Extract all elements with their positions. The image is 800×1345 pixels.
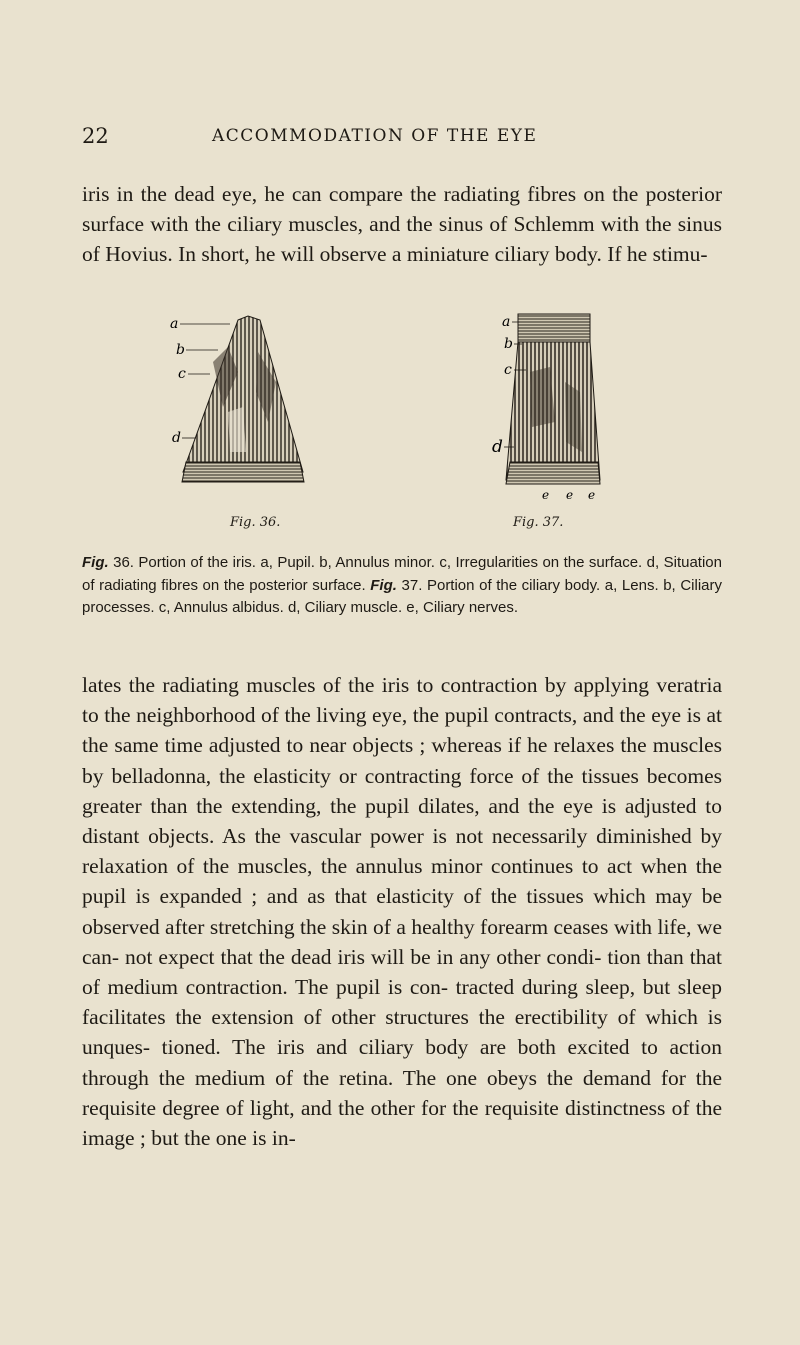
- figure-caption: [82, 552, 722, 620]
- page-number: 22: [82, 124, 109, 148]
- figure-37-number: Fig. 37.: [513, 515, 564, 530]
- fig36-label-b: b: [176, 342, 185, 358]
- fig36-label-c: c: [178, 366, 186, 382]
- page-header: [82, 124, 722, 154]
- caption-fig36-text: 36. Portion of the iris. a, Pupil. b, Annulus minor. c, Irregularities on the surface. d, Situation of radiating fibres on the posterior surface.: [82, 554, 722, 594]
- figure-36-illustration: [168, 312, 328, 492]
- fig36-label-d: d: [172, 430, 181, 446]
- fig37-label-b: b: [504, 336, 513, 352]
- figure-36-number: Fig. 36.: [230, 515, 281, 530]
- paragraph-top: iris in the dead eye, he can compare the radiating fibres on the posterior surface with the ciliary muscles, and the sinus of Schlemm with the sinus of Hovius. In short, he will observe a miniature ciliary body. If he stimu-: [82, 182, 722, 267]
- fig37-label-d: d: [492, 437, 503, 457]
- fig37-label-a: a: [502, 314, 511, 330]
- fig37-label-e3: e: [588, 488, 596, 502]
- caption-fig37-lead: Fig.: [370, 576, 397, 594]
- caption-fig36-lead: Fig.: [82, 554, 109, 571]
- running-head: ACCOMMODATION OF THE EYE: [212, 126, 538, 146]
- paragraph-bottom: lates the radiating muscles of the iris to contraction by applying veratria to the neighborhood of the living eye, the pupil contracts, and the eye is at the same time adjusted to near objects ; whereas if he relaxes the muscles by belladonna, the elasticity or contracting force of the tissues becomes greater than the extending, the pupil dilates, and the eye is adjusted to distant objects. As the vascular power is not necessarily diminished by relaxation of the muscles, the annulus minor continues to act when the pupil is expanded ; and as that elasticity of the tissues which may be observed after stretching the skin of a healthy forearm ceases with life, we can- not expect that the dead iris will be in any other condi- tion than that of medium contraction. The pupil is con- tracted during sleep, but sleep facilitates the extension of other structures the erectibility of which is unques- tioned. The iris and ciliary body are both excited to action through the medium of the retina. The one obeys the demand for the requisite degree of light, and the other for the requisite distinctness of the image ; but the one is in-: [82, 673, 722, 1151]
- fig37-label-e1: e: [542, 488, 550, 502]
- fig37-label-e2: e: [566, 488, 574, 502]
- caption-fig37-text: 37. Portion of the ciliary body. a, Lens. b, Ciliary processes. c, Annulus albidus. d, Ciliary muscle. e, Ciliary nerves.: [82, 576, 723, 616]
- fig36-label-a: a: [170, 316, 179, 332]
- fig37-label-c: c: [504, 362, 512, 378]
- figure-37-illustration: [470, 312, 610, 502]
